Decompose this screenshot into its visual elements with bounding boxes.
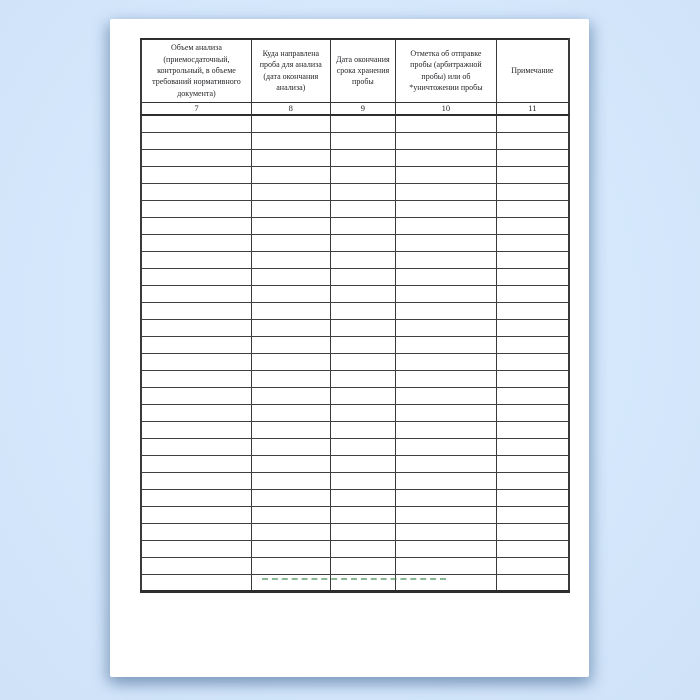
table-cell <box>141 404 251 421</box>
table-cell <box>396 115 497 132</box>
table-row <box>141 387 569 404</box>
table-cell <box>251 455 330 472</box>
table-cell <box>141 285 251 302</box>
table-cell <box>141 472 251 489</box>
table-row <box>141 200 569 217</box>
table-cell <box>496 132 569 149</box>
table-cell <box>496 472 569 489</box>
table-cell <box>496 200 569 217</box>
table-cell <box>141 251 251 268</box>
table-cell <box>396 438 497 455</box>
table-cell <box>496 166 569 183</box>
table-cell <box>396 574 497 591</box>
table-row <box>141 455 569 472</box>
table-cell <box>141 234 251 251</box>
table-cell <box>251 489 330 506</box>
table-cell <box>251 302 330 319</box>
table-cell <box>330 115 395 132</box>
column-header: Примечание <box>496 39 569 102</box>
table-cell <box>141 506 251 523</box>
table-cell <box>330 438 395 455</box>
table-row <box>141 557 569 574</box>
table-cell <box>496 438 569 455</box>
table-cell <box>251 421 330 438</box>
table-row <box>141 132 569 149</box>
column-number: 11 <box>496 102 569 115</box>
column-number: 7 <box>141 102 251 115</box>
table-cell <box>496 285 569 302</box>
table-cell <box>496 506 569 523</box>
register-table <box>140 38 570 593</box>
table-cell <box>396 183 497 200</box>
table-cell <box>396 489 497 506</box>
table-cell <box>496 455 569 472</box>
table-cell <box>330 336 395 353</box>
table-cell <box>396 217 497 234</box>
table-cell <box>396 336 497 353</box>
table-cell <box>396 421 497 438</box>
column-header: Отметка об отправке пробы (арбитражной пробы) или об *уничтожении пробы <box>396 39 497 102</box>
table-row <box>141 489 569 506</box>
table-cell <box>396 353 497 370</box>
table-cell <box>251 234 330 251</box>
table-cell <box>496 540 569 557</box>
table-cell <box>496 149 569 166</box>
table-cell <box>141 387 251 404</box>
table-cell <box>396 166 497 183</box>
table-cell <box>251 115 330 132</box>
column-number: 9 <box>330 102 395 115</box>
column-header: Объем анализа (приемосдаточный, контрольный, в объеме требований нормативного документа) <box>141 39 251 102</box>
table-cell <box>251 472 330 489</box>
table-cell <box>330 200 395 217</box>
table-cell <box>141 183 251 200</box>
table-row <box>141 472 569 489</box>
table-cell <box>141 132 251 149</box>
table-cell <box>496 523 569 540</box>
table-cell <box>251 268 330 285</box>
table-cell <box>251 132 330 149</box>
table-cell <box>251 149 330 166</box>
table-row <box>141 251 569 268</box>
table-row <box>141 234 569 251</box>
table-cell <box>251 200 330 217</box>
table-row <box>141 302 569 319</box>
table-row <box>141 336 569 353</box>
table-cell <box>496 421 569 438</box>
table-cell <box>330 455 395 472</box>
column-number: 10 <box>396 102 497 115</box>
table-header-row <box>141 39 569 102</box>
table-row <box>141 421 569 438</box>
table-cell <box>141 489 251 506</box>
table-cell <box>496 268 569 285</box>
table-cell <box>496 489 569 506</box>
table-cell <box>496 370 569 387</box>
table-cell <box>396 455 497 472</box>
table-cell <box>330 285 395 302</box>
table-cell <box>396 285 497 302</box>
table-cell <box>251 166 330 183</box>
table-cell <box>251 336 330 353</box>
table-row <box>141 319 569 336</box>
table-cell <box>141 115 251 132</box>
table-cell <box>496 217 569 234</box>
table-cell <box>251 574 330 591</box>
table-cell <box>396 557 497 574</box>
table-cell <box>496 115 569 132</box>
table-row <box>141 149 569 166</box>
table-cell <box>330 302 395 319</box>
table-cell <box>251 251 330 268</box>
table-cell <box>141 336 251 353</box>
table-cell <box>330 557 395 574</box>
table-cell <box>141 200 251 217</box>
table-cell <box>141 421 251 438</box>
table-cell <box>496 234 569 251</box>
table-cell <box>141 149 251 166</box>
table-cell <box>496 557 569 574</box>
table-cell <box>330 506 395 523</box>
table-row <box>141 353 569 370</box>
column-header: Дата окончания срока хранения пробы <box>330 39 395 102</box>
table-cell <box>496 183 569 200</box>
table-row <box>141 183 569 200</box>
table-row <box>141 523 569 540</box>
table-cell <box>396 149 497 166</box>
register-table-container <box>140 38 570 593</box>
table-cell <box>330 489 395 506</box>
table-cell <box>330 574 395 591</box>
table-cell <box>330 370 395 387</box>
table-cell <box>251 353 330 370</box>
table-cell <box>141 268 251 285</box>
table-cell <box>141 302 251 319</box>
table-cell <box>251 438 330 455</box>
table-row <box>141 285 569 302</box>
table-cell <box>396 540 497 557</box>
table-cell <box>141 353 251 370</box>
table-cell <box>251 285 330 302</box>
table-cell <box>141 217 251 234</box>
table-cell <box>141 438 251 455</box>
column-header: Куда направлена проба для анализа (дата окончания анализа) <box>251 39 330 102</box>
table-row <box>141 438 569 455</box>
table-cell <box>251 183 330 200</box>
table-cell <box>396 387 497 404</box>
table-cell <box>330 353 395 370</box>
table-cell <box>330 251 395 268</box>
table-row <box>141 166 569 183</box>
table-cell <box>330 132 395 149</box>
table-cell <box>251 557 330 574</box>
table-cell <box>330 319 395 336</box>
table-cell <box>330 523 395 540</box>
table-cell <box>396 370 497 387</box>
table-cell <box>330 387 395 404</box>
table-cell <box>141 319 251 336</box>
table-cell <box>496 336 569 353</box>
table-cell <box>330 540 395 557</box>
table-cell <box>396 251 497 268</box>
table-cell <box>330 217 395 234</box>
table-row <box>141 540 569 557</box>
table-cell <box>396 523 497 540</box>
table-cell <box>496 387 569 404</box>
table-row <box>141 370 569 387</box>
table-cell <box>141 557 251 574</box>
table-cell <box>330 404 395 421</box>
table-cell <box>330 472 395 489</box>
table-cell <box>251 370 330 387</box>
table-cell <box>496 302 569 319</box>
table-cell <box>396 404 497 421</box>
table-cell <box>141 370 251 387</box>
table-cell <box>330 166 395 183</box>
table-cell <box>396 200 497 217</box>
table-cell <box>396 472 497 489</box>
table-cell <box>396 268 497 285</box>
table-cell <box>496 319 569 336</box>
table-cell <box>396 132 497 149</box>
column-number-row <box>141 102 569 115</box>
table-cell <box>141 574 251 591</box>
table-cell <box>251 540 330 557</box>
table-cell <box>396 302 497 319</box>
column-number: 8 <box>251 102 330 115</box>
table-cell <box>251 404 330 421</box>
table-cell <box>396 506 497 523</box>
table-row <box>141 268 569 285</box>
table-cell <box>496 404 569 421</box>
table-cell <box>396 319 497 336</box>
table-cell <box>496 251 569 268</box>
table-cell <box>251 387 330 404</box>
table-cell <box>330 149 395 166</box>
table-cell <box>330 421 395 438</box>
table-row <box>141 404 569 421</box>
table-cell <box>251 523 330 540</box>
table-cell <box>251 319 330 336</box>
table-cell <box>141 455 251 472</box>
table-cell <box>251 217 330 234</box>
table-cell <box>396 234 497 251</box>
table-cell <box>141 540 251 557</box>
table-row <box>141 506 569 523</box>
table-cell <box>330 268 395 285</box>
document-sheet <box>110 19 589 677</box>
table-cell <box>141 523 251 540</box>
table-cell <box>496 574 569 591</box>
table-row <box>141 217 569 234</box>
table-row <box>141 115 569 132</box>
table-cell <box>496 353 569 370</box>
table-cell <box>330 234 395 251</box>
table-row <box>141 574 569 591</box>
table-cell <box>251 506 330 523</box>
table-cell <box>141 166 251 183</box>
table-cell <box>330 183 395 200</box>
